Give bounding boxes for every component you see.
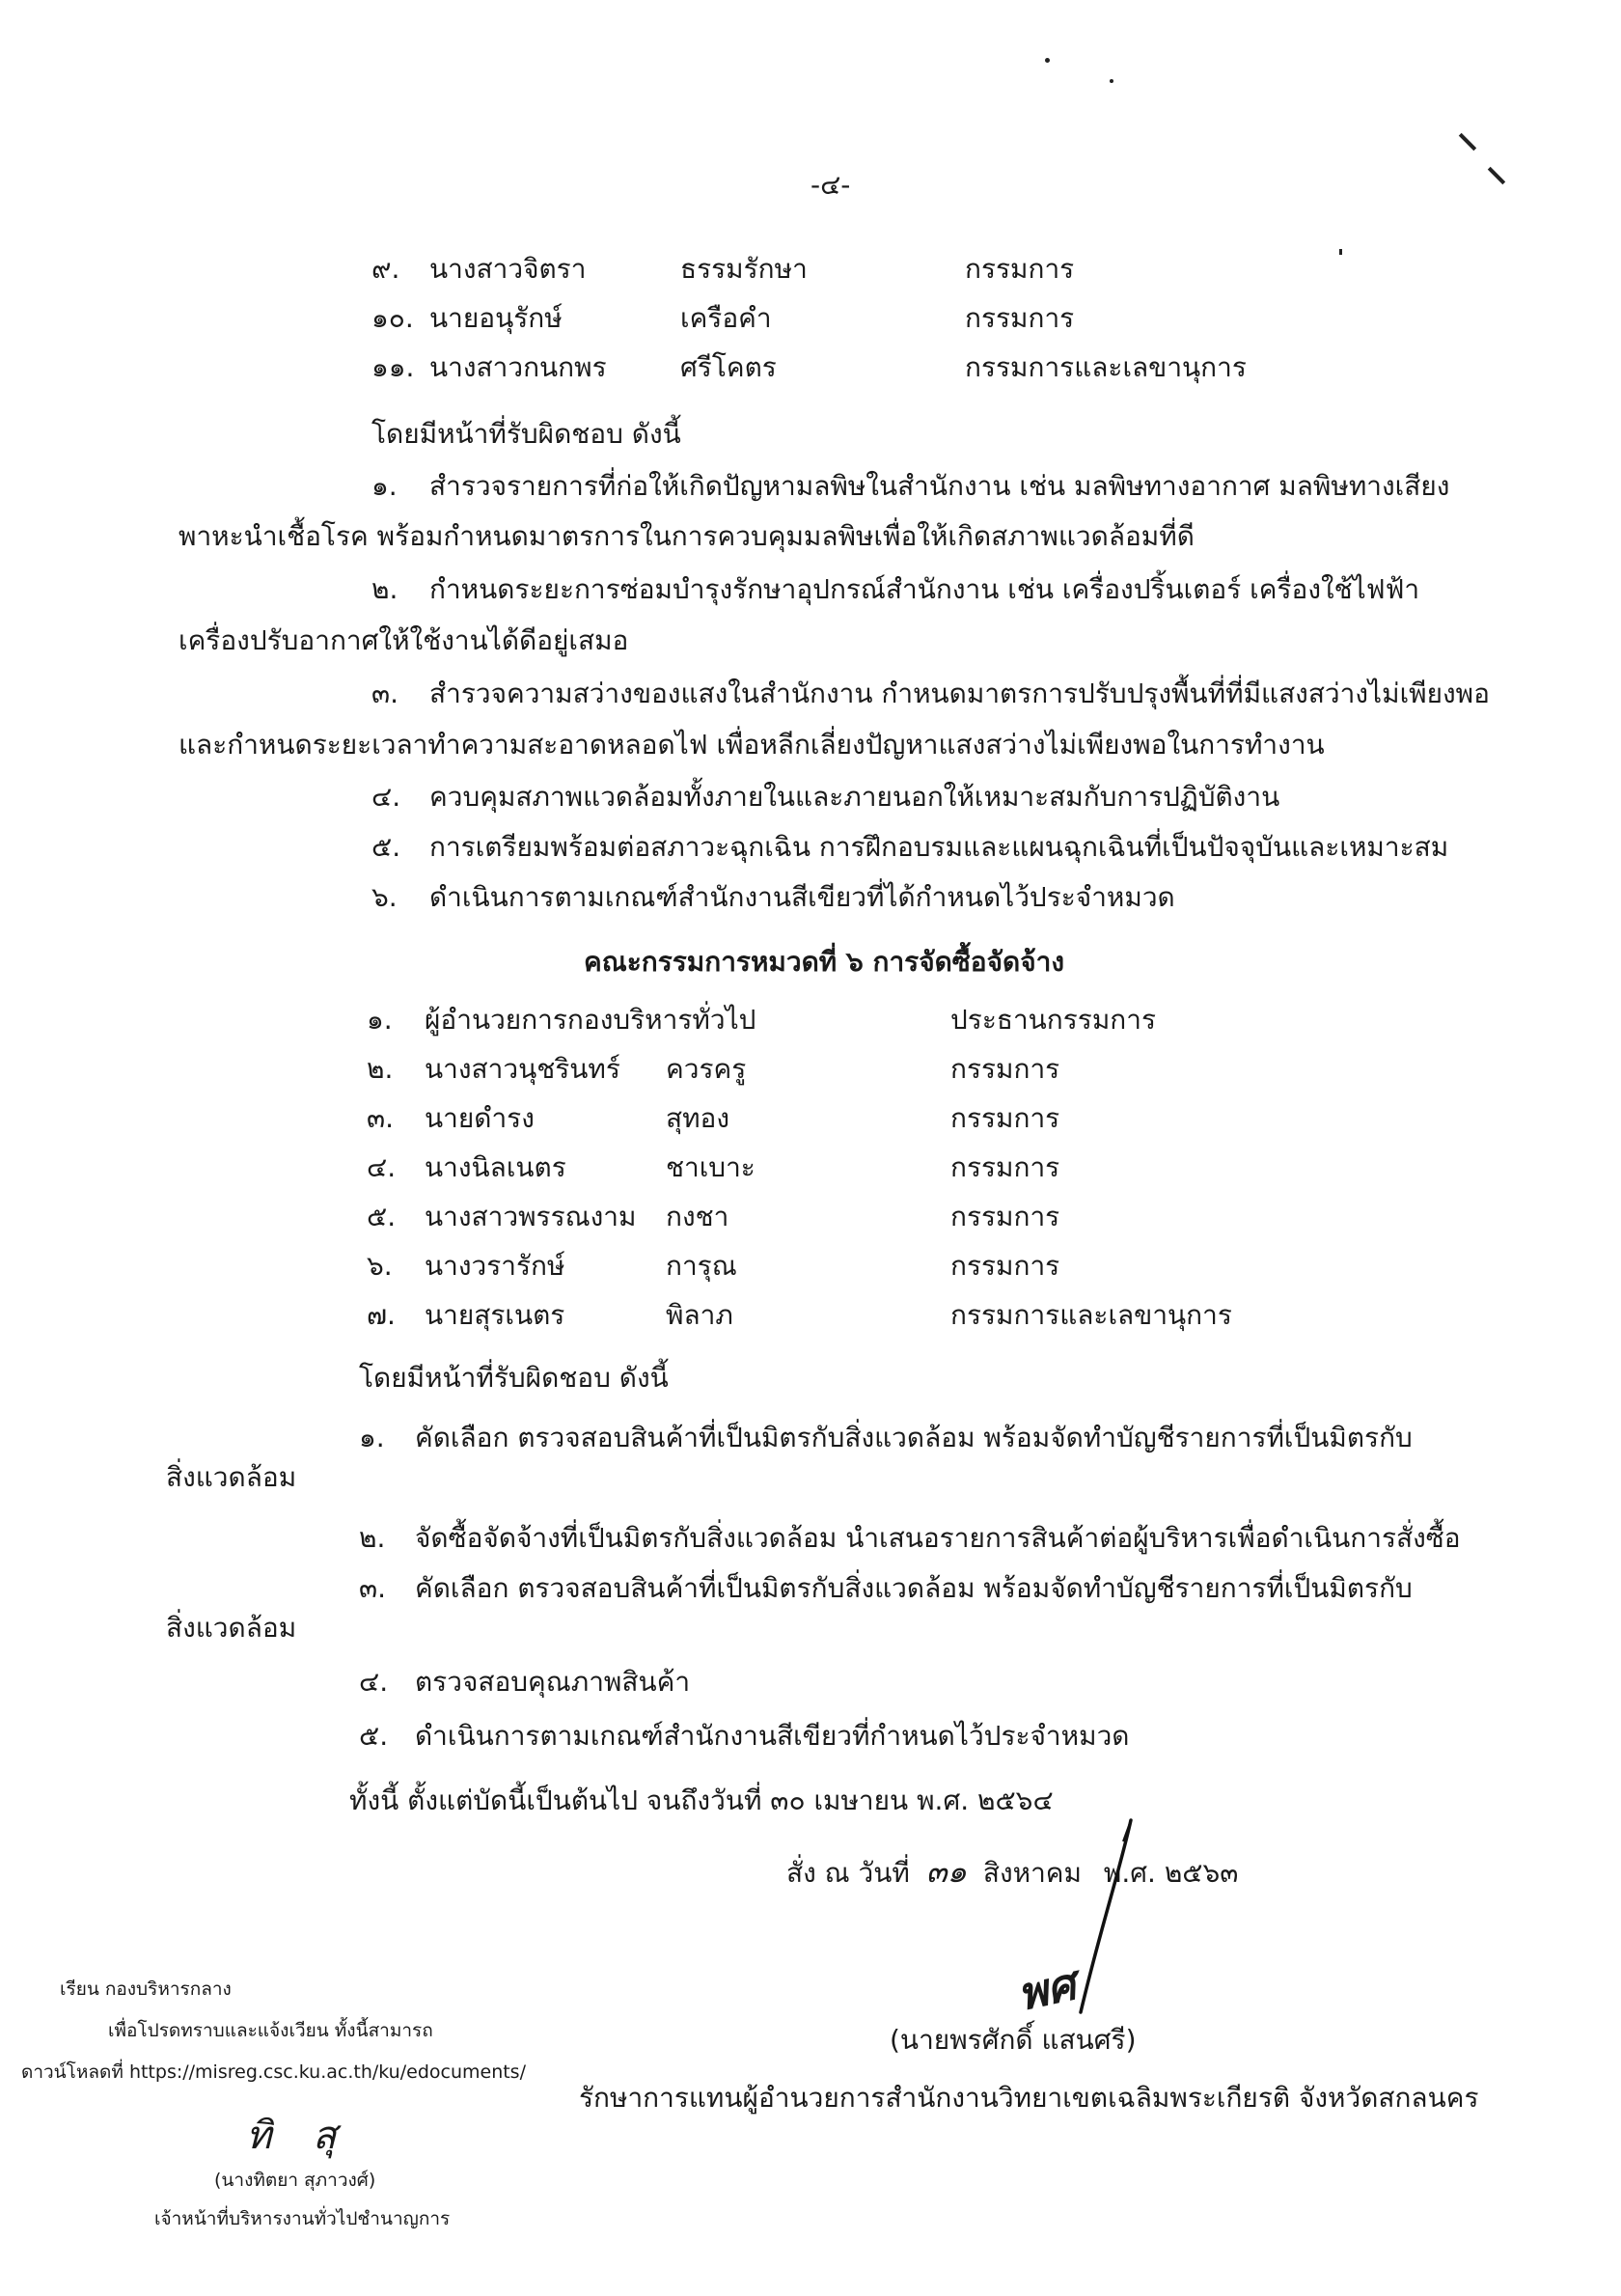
member-last-name: พิลาภ (666, 1299, 733, 1331)
duty-text-continued: พาหะนำเชื้อโรค พร้อมกำหนดมาตรการในการควบคุมมลพิษเพื่อให้เกิดสภาพแวดล้อมที่ดี (179, 520, 1195, 552)
member-role: กรรมการ (950, 1201, 1060, 1232)
member-first-name: นางสาวกนกพร (429, 351, 607, 383)
duty-text: คัดเลือก ตรวจสอบสินค้าที่เป็นมิตรกับสิ่งแวดล้อม พร้อมจัดทำบัญชีรายการที่เป็นมิตรกับ (415, 1422, 1413, 1453)
officer-name: (นางทิตยา สุภาวงศ์) (214, 2170, 376, 2191)
signatory-name: (นายพรศักดิ์ แสนศรี) (890, 2024, 1137, 2056)
member-first-name: นายดำรง (425, 1102, 535, 1134)
duty-number: ๓. (371, 678, 399, 709)
duty-text: ดำเนินการตามเกณฑ์สำนักงานสีเขียวที่ได้กำหนดไว้ประจำหมวด (429, 881, 1175, 913)
duty-text: การเตรียมพร้อมต่อสภาวะฉุกเฉิน การฝึกอบรมและแผนฉุกเฉินที่เป็นปัจจุบันและเหมาะสม (429, 831, 1449, 863)
member-first-name: นางสาวนุชรินทร์ (425, 1053, 620, 1085)
member-last-name: สุทอง (666, 1102, 730, 1134)
member-number: ๑๐. (371, 302, 414, 334)
member-last-name: กงชา (666, 1201, 729, 1232)
officer-position: เจ้าหน้าที่บริหารงานทั่วไปชำนาญการ (154, 2208, 451, 2229)
member-number: ๗. (367, 1299, 396, 1331)
duty-number: ๑. (359, 1422, 385, 1453)
duty-text-continued: และกำหนดระยะเวลาทำความสะอาดหลอดไฟ เพื่อหลีกเลี่ยงปัญหาแสงสว่างไม่เพียงพอในการทำงาน (179, 729, 1325, 761)
member-role: กรรมการ (950, 1151, 1060, 1183)
scan-speck (1045, 58, 1050, 63)
duty-text-continued: เครื่องปรับอากาศให้ใช้งานได้ดีอยู่เสมอ (179, 624, 629, 656)
member-role: กรรมการและเลขานุการ (950, 1299, 1232, 1331)
member-number: ๙. (371, 253, 400, 285)
member-number: ๓. (367, 1102, 395, 1134)
committee-title: คณะกรรมการหมวดที่ ๖ การจัดซื้อจัดจ้าง (584, 946, 1065, 978)
order-date (786, 1853, 1239, 1890)
duty-text: ตรวจสอบคุณภาพสินค้า (415, 1666, 691, 1698)
order-date-month: สิงหาคม (982, 1857, 1082, 1889)
duty-number: ๔. (359, 1666, 389, 1698)
member-last-name: ศรีโคตร (680, 351, 777, 383)
member-first-name: นางวรารักษ์ (425, 1250, 565, 1282)
member-role: ประธานกรรมการ (950, 1004, 1157, 1036)
member-role: กรรมการ (965, 302, 1075, 334)
member-number: ๒. (367, 1053, 394, 1085)
duty-text: กำหนดระยะการซ่อมบำรุงรักษาอุปกรณ์สำนักงาน เช่น เครื่องปริ้นเตอร์ เครื่องใช้ไฟฟ้า (429, 573, 1420, 605)
signature: พศ (1012, 1957, 1081, 2021)
scan-speck (1339, 249, 1342, 255)
duty-text: จัดซื้อจัดจ้างที่เป็นมิตรกับสิ่งแวดล้อม นำเสนอรายการสินค้าต่อผู้บริหารเพื่อดำเนินการสั่งซื้อ (415, 1522, 1461, 1554)
duty-text: ควบคุมสภาพแวดล้อมทั้งภายในและภายนอกให้เหมาะสมกับการปฏิบัติงาน (429, 781, 1280, 813)
member-role: กรรมการ (950, 1250, 1060, 1282)
duty-number: ๖. (371, 881, 398, 913)
member-first-name: นางสาวพรรณงาม (425, 1201, 637, 1232)
member-first-name: นางนิลเนตร (425, 1151, 566, 1183)
duty-number: ๓. (359, 1572, 387, 1604)
duty-number: ๕. (371, 831, 401, 863)
distribution-line-2: เพื่อโปรดทราบและแจ้งเวียน ทั้งนี้สามารถ (108, 2020, 433, 2041)
duty-number: ๑. (371, 470, 398, 502)
member-number: ๕. (367, 1201, 397, 1232)
duty-text: คัดเลือก ตรวจสอบสินค้าที่เป็นมิตรกับสิ่งแวดล้อม พร้อมจัดทำบัญชีรายการที่เป็นมิตรกับ (415, 1572, 1413, 1604)
member-number: ๑. (367, 1004, 393, 1036)
member-role: กรรมการ (950, 1053, 1060, 1085)
member-last-name: การุณ (666, 1250, 737, 1282)
member-role: กรรมการ (965, 253, 1075, 285)
duty-number: ๒. (359, 1522, 386, 1554)
order-date-prefix: สั่ง ณ วันที่ (786, 1857, 910, 1889)
distribution-line-3: ดาวน์โหลดที่ https://misreg.csc.ku.ac.th/ku/edocuments/ (21, 2061, 526, 2083)
scan-mark (1488, 167, 1505, 184)
member-number: ๑๑. (371, 351, 415, 383)
duty-text: ดำเนินการตามเกณฑ์สำนักงานสีเขียวที่กำหนดไว้ประจำหมวด (415, 1720, 1130, 1752)
member-first-name: นายอนุรักษ์ (429, 302, 563, 334)
duty-text-continued: สิ่งแวดล้อม (166, 1612, 297, 1644)
member-last-name: ชาเบาะ (666, 1151, 756, 1183)
duties-heading: โดยมีหน้าที่รับผิดชอบ ดังนี้ (371, 418, 681, 450)
member-last-name: ธรรมรักษา (680, 253, 808, 285)
scan-speck (1110, 79, 1113, 83)
scan-mark (1459, 133, 1476, 151)
member-first-name: ผู้อำนวยการกองบริหารทั่วไป (425, 1004, 756, 1036)
member-number: ๔. (367, 1151, 397, 1183)
duty-text: สำรวจรายการที่ก่อให้เกิดปัญหามลพิษในสำนักงาน เช่น มลพิษทางอากาศ มลพิษทางเสียง (429, 470, 1450, 502)
signatory-title: รักษาการแทนผู้อำนวยการสำนักงานวิทยาเขตเฉลิมพระเกียรติ จังหวัดสกลนคร (579, 2082, 1479, 2114)
officer-initials: ทิ สุ (246, 2114, 337, 2158)
duty-number: ๕. (359, 1720, 389, 1752)
member-last-name: เครือคำ (680, 302, 772, 334)
member-role: กรรมการ (950, 1102, 1060, 1134)
order-date-day: ๓๑ (925, 1853, 967, 1890)
member-last-name: ควรครู (666, 1053, 747, 1085)
duty-text: สำรวจความสว่างของแสงในสำนักงาน กำหนดมาตรการปรับปรุงพื้นที่ที่มีแสงสว่างไม่เพียงพอ (429, 678, 1490, 709)
member-first-name: นางสาวจิตรา (429, 253, 587, 285)
effective-period: ทั้งนี้ ตั้งแต่บัดนี้เป็นต้นไป จนถึงวันที่ ๓๐ เมษายน พ.ศ. ๒๕๖๔ (349, 1784, 1054, 1816)
duty-text-continued: สิ่งแวดล้อม (166, 1461, 297, 1493)
order-date-year: พ.ศ. ๒๕๖๓ (1103, 1857, 1239, 1889)
page-number: -๔- (810, 169, 851, 201)
duties-heading: โดยมีหน้าที่รับผิดชอบ ดังนี้ (359, 1362, 669, 1394)
member-number: ๖. (367, 1250, 393, 1282)
duty-number: ๒. (371, 573, 398, 605)
duty-number: ๔. (371, 781, 401, 813)
member-role: กรรมการและเลขานุการ (965, 351, 1247, 383)
member-first-name: นายสุรเนตร (425, 1299, 565, 1331)
distribution-line-1: เรียน กองบริหารกลาง (60, 1978, 232, 2000)
